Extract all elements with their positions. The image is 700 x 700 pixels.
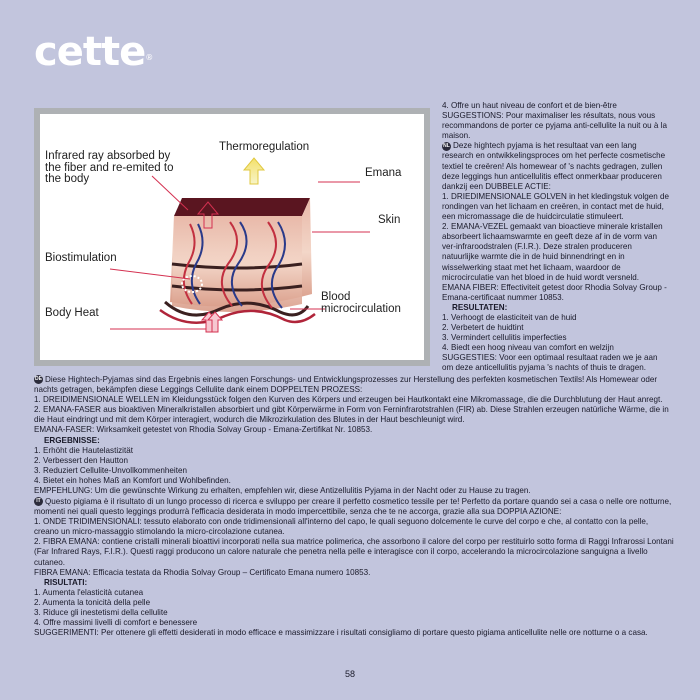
label-emana: Emana	[365, 167, 402, 179]
it-result: 3. Riduce gli inestetismi della cellulite	[34, 608, 168, 618]
fr-line: 4. Offre un haut niveau de confort et de bien-être	[442, 101, 617, 110]
de-result: EMPFEHLUNG: Um die gewünschte Wirkung zu erhalten, empfehlen wir, diese Antizellulitis Pyjama in der Nacht oder zu Hause zu tragen.	[34, 486, 531, 496]
de-results-heading: ERGEBNISSE:	[44, 435, 100, 445]
brand-logo: cette®	[34, 29, 153, 75]
de-flag-icon: DE	[35, 376, 42, 383]
de-line: EMANA-FASER: Wirksamkeit getestet von Rhodia Solvay Group - Emana-Zertifikat Nr. 10853.	[34, 425, 373, 435]
label-blood-microcirculation: Blood microcirculation	[321, 291, 401, 315]
nl-result: 3. Vermindert cellulitis imperfecties	[442, 333, 567, 343]
nl-result: SUGGESTIES: Voor een optimaal resultaat raden we je aan om deze anticellulitis pyjama 's nachts of thuis te dragen.	[442, 353, 658, 373]
it-result: SUGGERIMENTI: Per ottenere gli effetti desiderati in modo efficace e massimizzare i risultati consigliamo di portare questo pigiama anticellulite nelle ore notturne o a casa.	[34, 628, 648, 638]
emana-layer	[174, 198, 310, 216]
italian-section	[34, 497, 674, 638]
it-result: 2. Aumenta la tonicità della pelle	[34, 597, 151, 607]
de-result: 1. Erhöht die Hautelastizität	[34, 445, 133, 455]
label-infrared: Infrared ray absorbed by the fiber and re-emited to the body	[45, 150, 174, 185]
it-line: 2. FIBRA EMANA: contiene cristalli minerali bioattivi incorporati nella sua matrice polimerica, che assorbono il calore del corpo per restituirlo sotto forma di Raggi Infrarossi Lontani (Far Infrared Rays, F.I.R.). Questi raggi producono un calore naturale che penetra nella pelle e interagisce con il corpo, accelerando la microcircolazione sanguigna a livello cutaneo.	[34, 537, 674, 567]
label-body-heat: Body Heat	[45, 307, 99, 319]
nl-line: 2. EMANA-VEZEL gemaakt van bioactieve minerale kristallen absorbeert lichaamswarmte en geeft deze af in de vorm van ver-infraroodstralen (F.I.R.). Deze stralen produceren natuurlijke warmte die in de huid binnendringt en in wisselwerking staat met het lichaam, waardoor de microcirculatie van het bloed in de huid wordt versneld.	[442, 222, 663, 282]
page-number: 58	[344, 669, 355, 679]
nl-intro: NL Deze hightech pyjama is het resultaat van een lang research en ontwikkelingsproces om het perfecte cosmetische textiel te creëren! Als homewear of 's nachts gedragen, zullen deze leggings hun anticellulitis effect onmerkbaar produceren dankzij een DUBBELE ACTIE:	[442, 141, 666, 191]
nl-results-heading: RESULTATEN:	[452, 302, 508, 312]
nl-line: EMANA FIBER: Effectiviteit getest door Rhodia Solvay Group - Emana-certificaat nummer 10853.	[442, 282, 667, 302]
it-flag-icon: IT	[34, 497, 43, 506]
de-line: 1. DREIDIMENSIONALE WELLEN im Kleidungsstück folgen den Kurven des Körpers und erzeugen bei Hautkontakt eine Mikromassage, die die Durchblutung der Haut anregt.	[34, 395, 663, 405]
de-result: 4. Bietet ein hohes Maß an Komfort und Wohlbefinden.	[34, 475, 231, 485]
label-biostimulation: Biostimulation	[45, 252, 117, 264]
de-result: 3. Reduziert Cellulite-Unvollkommenheiten	[34, 465, 187, 475]
fr-line: SUGGESTIONS: Pour maximaliser les résultats, nous vous recommandons de porter ce pyjama anti-cellulite la nuit ou à la maison.	[442, 111, 667, 141]
thermo-arrow-icon	[244, 158, 264, 184]
nl-line: 1. DRIEDIMENSIONALE GOLVEN in het kledingstuk volgen de rondingen van het lichaam en creëren, in contact met de huid, een micromassage die de huidcirculatie stimuleert.	[442, 191, 670, 222]
nl-flag-icon: NL	[443, 142, 450, 149]
de-intro: DE Diese Hightech-Pyjamas sind das Ergebnis eines langen Forschungs- und Entwicklungsprozesses zur Herstellung des perfekten kosmetischen Textils! Als Homewear oder nachts getragen, bekämpfen diese Leggings Cellulite dank einem DOPPELTEN PROZESS:	[34, 375, 658, 395]
de-result: 2. Verbessert den Hautton	[34, 455, 129, 465]
german-section	[34, 375, 674, 496]
label-skin: Skin	[378, 214, 401, 226]
nl-result: 2. Verbetert de huidtint	[442, 323, 524, 333]
label-thermoregulation: Thermoregulation	[219, 141, 310, 153]
skin-diagram	[34, 108, 430, 366]
french-nl-column	[442, 101, 670, 374]
de-line: 2. EMANA-FASER aus bioaktiven Mineralkristallen absorbiert und gibt Körperwärme in Form von Ferninfrarotstrahlen (FIR) ab. Diese Strahlen erzeugen natürliche Wärme, die in die Haut eindringt und mit dem Körper interagiert, wodurch die Mikrozirkulation des Blutes in der Haut beschleunigt wird.	[34, 405, 669, 425]
it-results-heading: RISULTATI:	[44, 577, 88, 587]
nl-result: 1. Verhoogt de elasticiteit van de huid	[442, 312, 577, 322]
nl-result: 4. Biedt een hoog niveau van comfort en welzijn	[442, 343, 614, 353]
it-result: 1. Aumenta l'elasticità cutanea	[34, 587, 144, 597]
it-intro: IT Questo pigiama è il risultato di un lungo processo di ricerca e sviluppo per creare il perfetto cosmetico tessile per te! Perfetto da portare quando sei a casa o nelle ore notturne, momenti nei quali questo leggings produrrà l'efficacia desiderata in modo impercettibile, senza che te ne accorga, grazie alla sua DOPPIA AZIONE:	[34, 497, 672, 517]
it-result: 4. Offre massimi livelli di comfort e benessere	[34, 618, 198, 628]
it-line: FIBRA EMANA: Efficacia testata da Rhodia Solvay Group – Certificato Emana numero 10853.	[34, 567, 371, 577]
it-line: 1. ONDE TRIDIMENSIONALI: tessuto elaborato con onde tridimensionali all'interno del capo, le quali seguono dolcemente le curve del corpo e che, al contatto con la pelle, creano un micro-massaggio stimolando la micro-circolazione cutanea.	[34, 517, 649, 537]
